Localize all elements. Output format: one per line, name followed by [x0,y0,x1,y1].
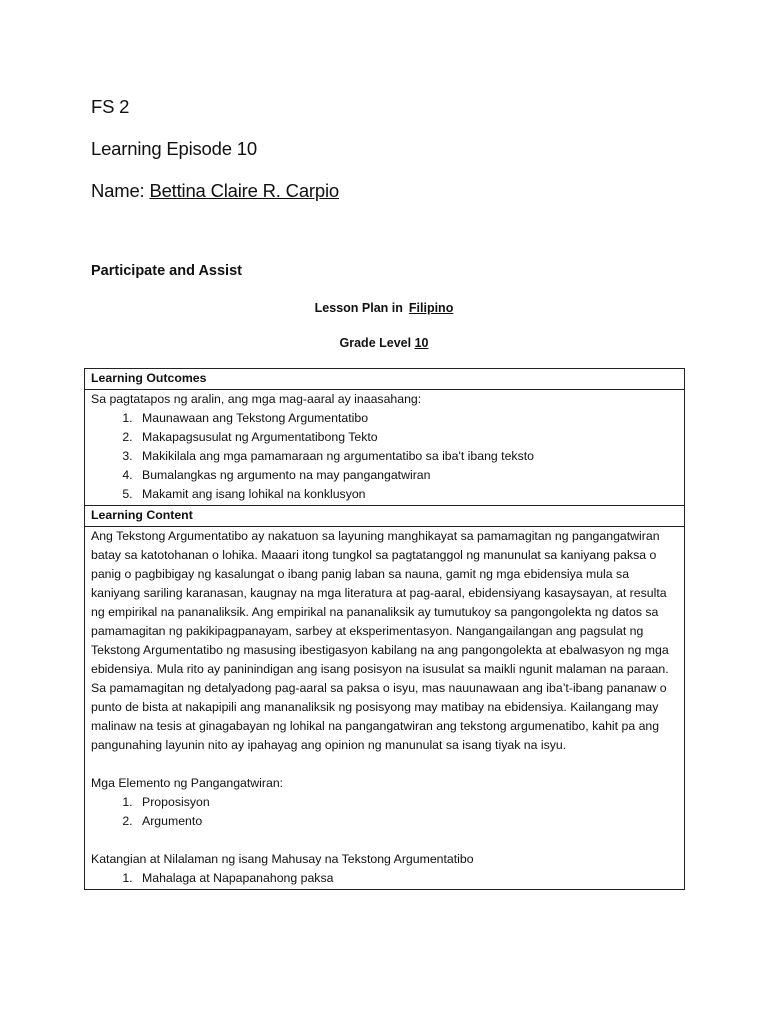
learning-outcomes-cell [85,390,685,506]
course-code: FS 2 [91,96,130,117]
list-item: 1. Mahalaga at Napapanahong paksa [136,869,678,888]
outcomes-intro: Sa pagtatapos ng aralin, ang mga mag-aaral ay inaasahang: [91,392,422,406]
lesson-plan-prefix: Lesson Plan in [314,301,403,315]
lesson-plan-table [84,368,685,890]
learning-content-heading: Learning Content [85,506,685,527]
content-paragraph: Ang Tekstong Argumentatibo ay nakatuon sa layuning manghikayat sa pamamagitan ng pangangatwiran batay sa katotohanan o lohika. Maaari itong tungkol sa pagtatanggol ng manunulat sa kaniyang paksa o panig o pagbibigay ng kasalungat o ibang panig laban sa nauna, gamit ng mga ebidensiya mula sa kaniyang sariling karanasan, kaugnay na mga literatura at pag-aaral, ebidensiyang kasaysayan, at resulta ng empirikal na pananaliksik. Ang empirikal na pananaliksik ay tumutukoy sa pangongolekta ng datos sa pamamagitan ng pakikipagpanayam, sarbey at eksperimentasyon. Nangangailangan ang pagsulat ng Tekstong Argumentatibo ng masusing ibestigasyon kabilang na ang pangongolekta at ebalwasyon ng mga ebidensiya. Mula rito ay paninindigan ang isang posisyon na isusulat sa maikli ngunit malaman na paraan. Sa pamamagitan ng detalyadong pag-aaral sa paksa o isyu, mas nauunawaan ang iba’t-ibang pananaw o punto de bista at nakapipili ang mananaliksik ng posisyong may matibay na ebidensiya. Kailangang may malinaw na tesis at ginagabayan ng lohikal na pangangatwiran ang tekstong argumenatibo, kahit pa ang pangunahing layunin nito ay ipahayag ang opinion ng manunulat sa isang tiyak na isyu. [91,529,669,752]
grade-value: 10 [414,336,429,350]
qualities-heading: Katangian at Nilalaman ng isang Mahusay na Tekstong Argumentatibo [91,852,474,866]
section-title: Participate and Assist [91,263,242,279]
list-item: 1. Proposisyon [136,793,678,812]
learning-outcomes-heading: Learning Outcomes [85,369,685,390]
episode-title: Learning Episode 10 [91,138,257,159]
lesson-plan-subject: Filipino [408,301,454,315]
lesson-plan-title [0,301,768,315]
grade-level [0,336,768,350]
list-item: 2. Makapagsusulat ng Argumentatibong Tekto [136,428,678,447]
list-item: 5. Makamit ang isang lohikal na konklusyon [136,485,678,504]
qualities-list [91,869,678,888]
list-item: 2. Argumento [136,812,678,831]
student-name-line [91,180,339,202]
learning-content-cell [85,527,685,890]
grade-label: Grade Level [339,336,415,350]
name-label: Name: [91,180,150,201]
list-item: 4. Bumalangkas ng argumento na may pangangatwiran [136,466,678,485]
elements-heading: Mga Elemento ng Pangangatwiran: [91,776,284,790]
list-item: 3. Makikilala ang mga pamamaraan ng argumentatibo sa iba't ibang teksto [136,447,678,466]
elements-list [91,793,678,831]
outcomes-list [91,409,678,504]
list-item: 1. Maunawaan ang Tekstong Argumentatibo [136,409,678,428]
student-name: Bettina Claire R. Carpio [149,180,339,201]
